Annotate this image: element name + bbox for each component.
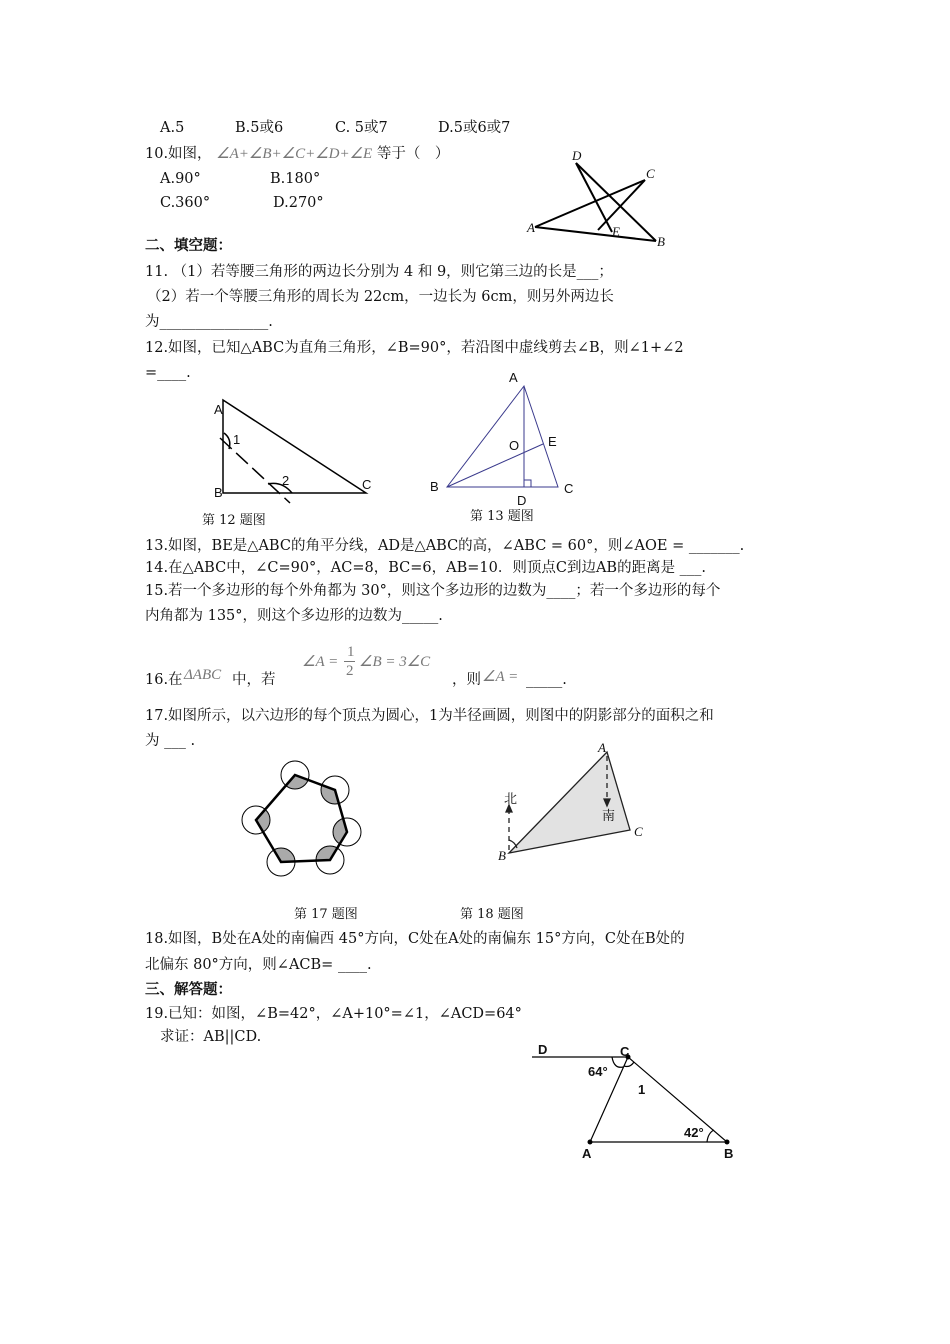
q9-option-d: D.5或6或7 bbox=[438, 120, 511, 136]
fig13-label-a: A bbox=[509, 370, 518, 385]
fig18-label-north: 北 bbox=[504, 791, 518, 806]
q16-answer-label: ∠A = bbox=[482, 669, 519, 685]
fig12-caption: 第 12 题图 bbox=[202, 513, 266, 528]
q16-then: ，则 bbox=[452, 672, 481, 688]
fig19-label-1: 1 bbox=[638, 1082, 646, 1097]
q16-prefix: 16.在 bbox=[145, 672, 183, 688]
q15-line-2: 内角都为 135°，则这个多边形的边数为_____. bbox=[145, 608, 443, 624]
fig19-label-64: 64° bbox=[588, 1064, 608, 1079]
fig12-label-b: B bbox=[214, 485, 223, 500]
q17-line-1: 17.如图所示，以六边形的每个顶点为圆心，1为半径画圆，则图中的阴影部分的面积之和 bbox=[145, 708, 714, 724]
fig13-triangle bbox=[447, 386, 558, 487]
q17-line-2: 为 ___ . bbox=[145, 733, 196, 749]
q10-option-a: A.90° bbox=[160, 171, 201, 187]
q10-option-b: B.180° bbox=[270, 171, 321, 187]
q19-line-2: 求证：AB||CD. bbox=[160, 1029, 262, 1045]
q14: 14.在△ABC中，∠C=90°，AC=8，BC=6，AB=10．则顶点C到边AB的距离是 ___. bbox=[145, 560, 707, 576]
fig19-label-c: C bbox=[620, 1044, 630, 1059]
q10-suffix: 等于（ ） bbox=[376, 146, 450, 162]
fig18-label-a: A bbox=[598, 740, 606, 755]
fig18-label-c: C bbox=[634, 824, 643, 839]
fig10-label-b: B bbox=[657, 234, 665, 249]
q9-option-b: B.5或6 bbox=[235, 120, 284, 136]
q10-expression: ∠A+∠B+∠C+∠D+∠E bbox=[216, 146, 373, 162]
section-2-heading: 二、填空题： bbox=[145, 238, 232, 254]
q18-line-2: 北偏东 80°方向，则∠ACB= ____. bbox=[145, 957, 372, 973]
fig13-label-e: E bbox=[548, 434, 557, 449]
section-3-heading: 三、解答题： bbox=[145, 982, 232, 998]
q18-line-1: 18.如图，B处在A处的南偏西 45°方向，C处在A处的南偏东 15°方向，C处在B处的 bbox=[145, 931, 685, 947]
fig19-label-42: 42° bbox=[684, 1125, 704, 1140]
fig18-caption: 第 18 题图 bbox=[460, 907, 524, 922]
fig10-label-d: D bbox=[572, 148, 582, 163]
fig10-label-c: C bbox=[646, 166, 655, 181]
q16-triangle: ΔABC bbox=[184, 667, 222, 683]
q16-eq-right: ∠B = 3∠C bbox=[359, 654, 431, 670]
q16-mid: 中，若 bbox=[232, 672, 276, 688]
fig18-triangle bbox=[506, 752, 630, 853]
fig12-label-2: 2 bbox=[282, 473, 290, 488]
fig13-caption: 第 13 题图 bbox=[470, 509, 534, 524]
fig12-label-c: C bbox=[362, 477, 372, 492]
fig12-triangle bbox=[220, 400, 366, 503]
fig19-label-a: A bbox=[582, 1146, 592, 1161]
q13: 13.如图，BE是△ABC的角平分线，AD是△ABC的高，∠ABC = 60°，则∠AOE = _______. bbox=[145, 538, 745, 554]
fig12-label-a: A bbox=[214, 402, 223, 417]
q10-option-d: D.270° bbox=[273, 195, 324, 211]
q9-option-c: C. 5或7 bbox=[335, 120, 388, 136]
q12-line-2: =____. bbox=[145, 365, 191, 381]
fig12-label-1: 1 bbox=[233, 432, 241, 447]
q16-fraction-den: 2 bbox=[346, 663, 354, 679]
fig17-caption: 第 17 题图 bbox=[294, 907, 358, 922]
fig18-label-b: B bbox=[498, 848, 506, 863]
q12-line-1: 12.如图，已知△ABC为直角三角形，∠B=90°，若沿图中虚线剪去∠B，则∠1+∠2 bbox=[145, 340, 684, 356]
fig10-star bbox=[535, 163, 656, 241]
q16-eq-left: ∠A = bbox=[302, 654, 339, 670]
fig13-label-c: C bbox=[564, 481, 574, 496]
q16-blank: _____. bbox=[526, 672, 567, 688]
fig13-label-b: B bbox=[430, 479, 439, 494]
fig13-label-o: O bbox=[509, 438, 520, 453]
q10-option-c: C.360° bbox=[160, 195, 211, 211]
fig19-label-d: D bbox=[538, 1042, 548, 1057]
fig19-label-b: B bbox=[724, 1146, 734, 1161]
q11-line-1: 11. （1）若等腰三角形的两边长分别为 4 和 9，则它第三边的长是___； bbox=[145, 264, 613, 280]
fig10-label-a: A bbox=[527, 220, 535, 235]
fig13-label-d: D bbox=[517, 493, 527, 508]
q16-fraction-num: 1 bbox=[347, 644, 355, 660]
q10-prefix: 10.如图， bbox=[145, 146, 212, 162]
q11-line-3: 为_______________. bbox=[145, 314, 273, 330]
q11-line-2: （2）若一个等腰三角形的周长为 22cm，一边长为 6cm，则另外两边长 bbox=[147, 289, 614, 305]
fig18-label-south: 南 bbox=[602, 808, 616, 823]
q15-line-1: 15.若一个多边形的每个外角都为 30°，则这个多边形的边数为____；若一个多边形的每个 bbox=[145, 583, 721, 599]
q19-line-1: 19.已知：如图，∠B=42°，∠A+10°=∠1，∠ACD=64° bbox=[145, 1006, 522, 1022]
q9-option-a: A.5 bbox=[160, 120, 185, 136]
fig10-label-e: E bbox=[612, 224, 620, 239]
